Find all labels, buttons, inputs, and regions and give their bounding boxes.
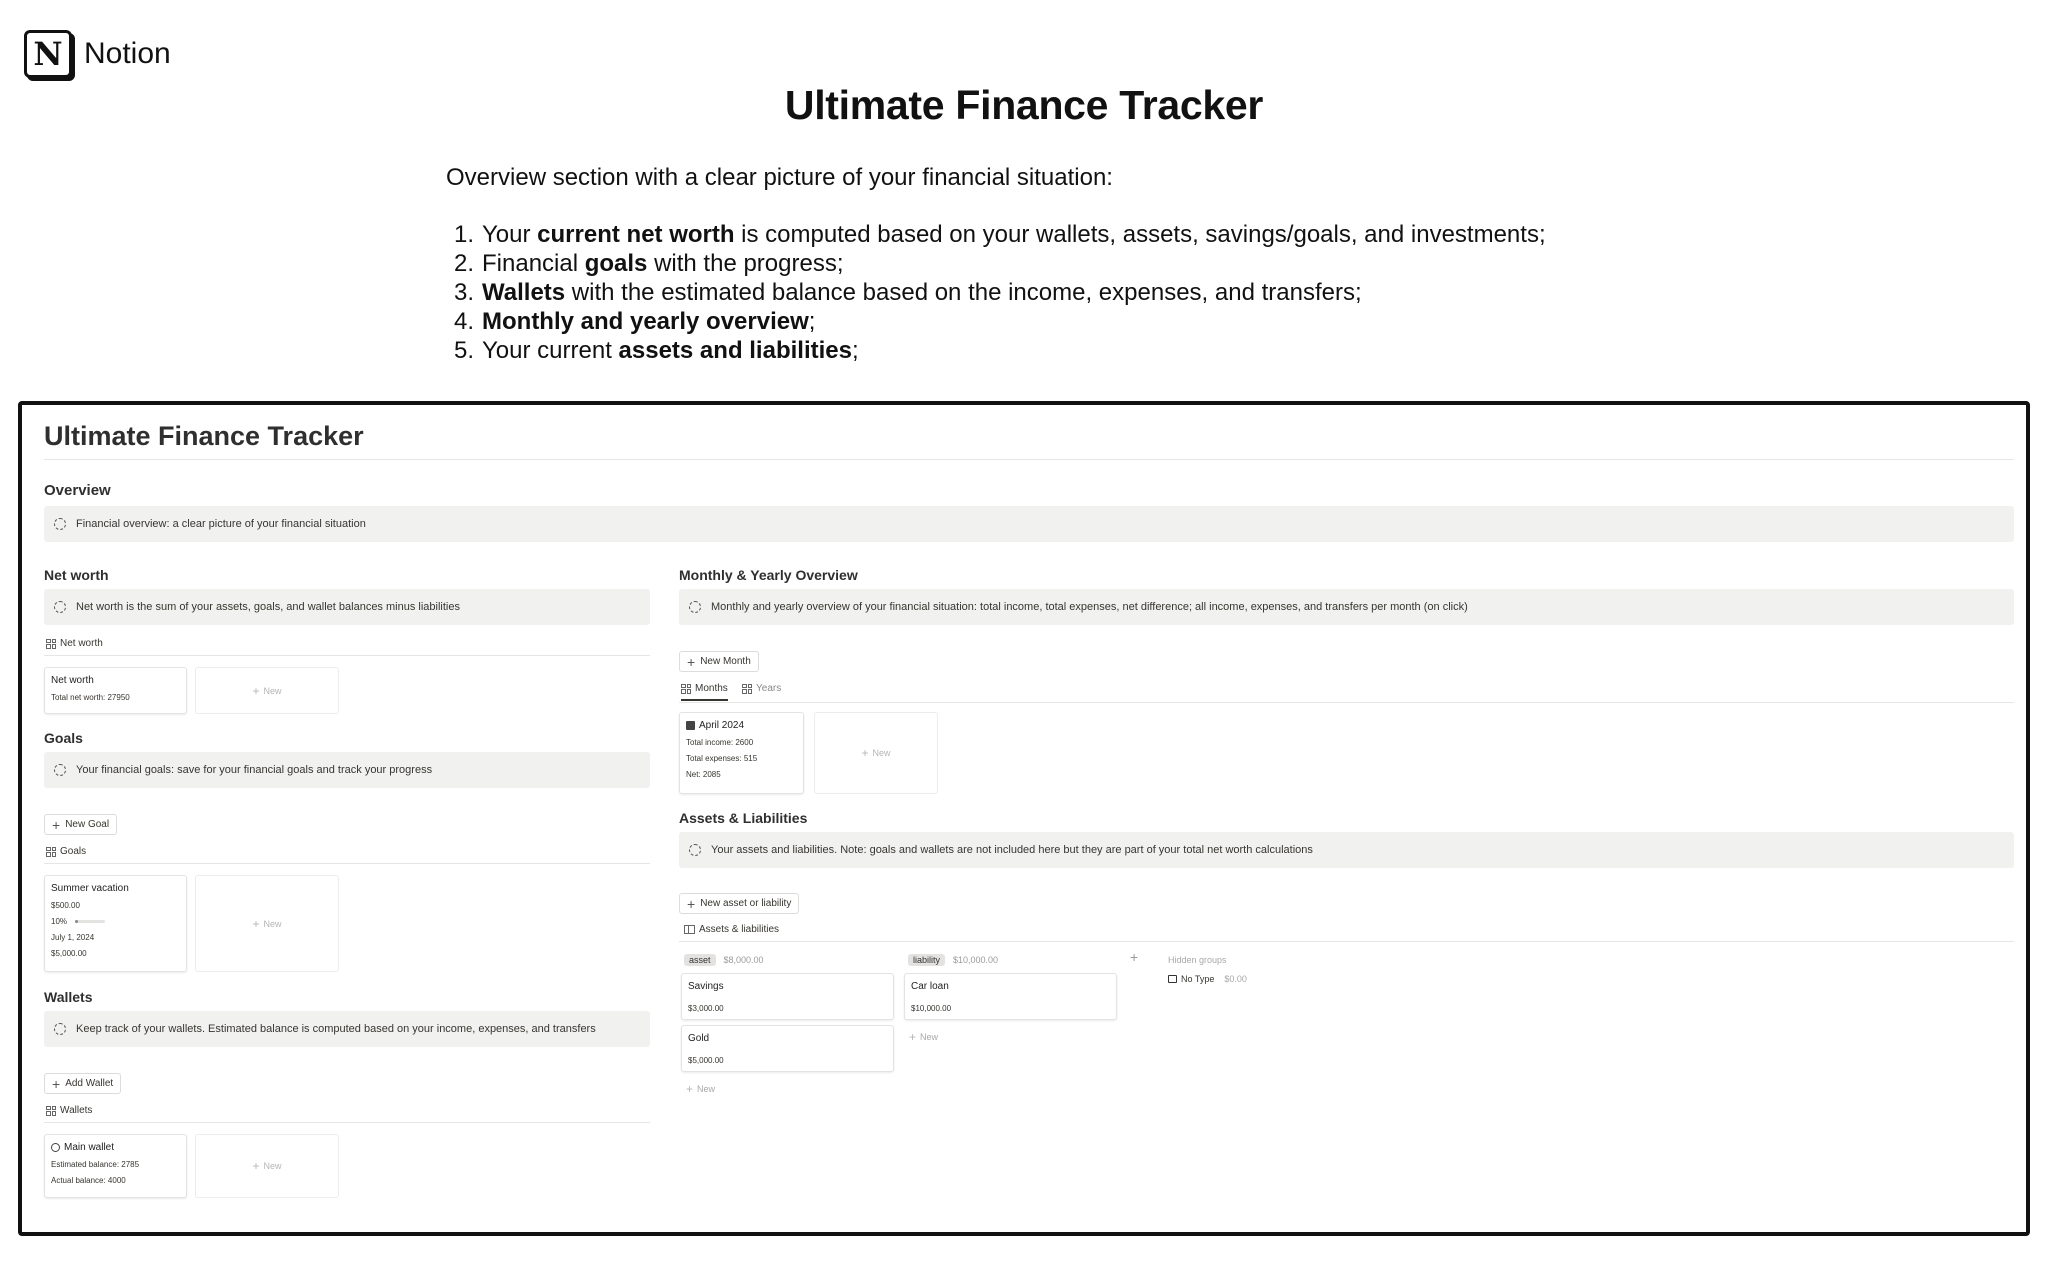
asset-card[interactable]: Gold $5,000.00: [681, 1025, 894, 1072]
wallet-card[interactable]: Main wallet Estimated balance: 2785 Actual balance: 4000: [44, 1134, 187, 1198]
new-item-asset[interactable]: + New: [686, 1082, 716, 1096]
template-screenshot: [18, 401, 2030, 1236]
new-card-button[interactable]: + New: [814, 712, 938, 794]
board-column-header-asset: asset $8,000.00: [684, 954, 764, 966]
divider: [44, 1122, 650, 1123]
new-asset-button[interactable]: + New asset or liability: [679, 893, 799, 914]
notion-brand: [24, 30, 171, 78]
hero-title: Ultimate Finance Tracker: [784, 82, 1264, 128]
tab-wallets-gallery[interactable]: Wallets: [46, 1105, 92, 1116]
plus-icon: +: [687, 895, 696, 912]
hidden-group-no-type[interactable]: No Type $0.00: [1168, 974, 1247, 984]
gallery-icon: [46, 1106, 56, 1116]
plus-icon: +: [861, 746, 869, 760]
plus-icon: +: [687, 653, 696, 670]
wallets-callout: Keep track of your wallets. Estimated balance is computed based on your income, expenses, and transfers: [44, 1011, 650, 1047]
net-worth-callout: Net worth is the sum of your assets, goals, and wallet balances minus liabilities: [44, 589, 650, 625]
tab-years[interactable]: Years: [742, 683, 781, 694]
divider: [679, 941, 2014, 942]
feature-list: [446, 220, 1546, 365]
loading-icon: [54, 1023, 66, 1035]
goal-progress: 10%: [51, 917, 180, 926]
notion-logo-icon: N: [24, 30, 72, 78]
plus-icon: +: [909, 1030, 917, 1044]
calendar-icon: [686, 721, 695, 730]
loading-icon: [689, 844, 701, 856]
monthly-callout: Monthly and yearly overview of your financial situation: total income, total expenses, net difference; all income, expenses, and transfers per month (on click): [679, 589, 2014, 625]
net-worth-card[interactable]: Net worth Total net worth: 27950: [44, 667, 187, 714]
divider: [679, 702, 2014, 703]
add-wallet-button[interactable]: + Add Wallet: [44, 1073, 121, 1094]
plus-icon: +: [52, 816, 61, 833]
plus-icon: +: [252, 1159, 260, 1173]
overview-heading: Overview: [44, 482, 111, 499]
goal-card[interactable]: Summer vacation $500.00 10% July 1, 2024 $5,000.00: [44, 875, 187, 972]
plus-icon: +: [252, 916, 260, 931]
plus-icon: +: [252, 683, 260, 698]
plus-icon: +: [686, 1082, 694, 1096]
loading-icon: [54, 764, 66, 776]
divider: [44, 863, 650, 864]
overview-callout: Financial overview: a clear picture of your financial situation: [44, 506, 2014, 542]
feature-item: 5. Your current assets and liabilities;: [453, 337, 859, 364]
hidden-groups-label: Hidden groups: [1168, 955, 1227, 965]
gallery-icon: [46, 847, 56, 857]
feature-item: 4. Monthly and yearly overview;: [453, 308, 816, 335]
divider: [44, 459, 2014, 460]
tab-net-worth-gallery[interactable]: Net worth: [46, 638, 103, 649]
assets-heading: Assets & Liabilities: [679, 810, 808, 826]
feature-item: 1. Your current net worth is computed based on your wallets, assets, savings/goals, and investments;: [453, 221, 1546, 248]
new-item-liability[interactable]: + New: [909, 1030, 939, 1044]
divider: [44, 655, 650, 656]
new-month-button[interactable]: + New Month: [679, 651, 759, 672]
monthly-heading: Monthly & Yearly Overview: [679, 567, 858, 583]
new-goal-button[interactable]: + New Goal: [44, 814, 117, 835]
gallery-icon: [46, 639, 56, 649]
plus-icon: +: [52, 1075, 61, 1092]
new-card-button[interactable]: + New: [195, 875, 339, 972]
tab-goals-gallery[interactable]: Goals: [46, 846, 86, 857]
tab-months[interactable]: Months: [681, 683, 728, 701]
goals-heading: Goals: [44, 730, 83, 746]
loading-icon: [54, 518, 66, 530]
feature-item: 3. Wallets with the estimated balance based on the income, expenses, and transfers;: [453, 279, 1362, 306]
liability-card[interactable]: Car loan $10,000.00: [904, 973, 1117, 1020]
goals-callout: Your financial goals: save for your financial goals and track your progress: [44, 752, 650, 788]
tab-assets-board[interactable]: Assets & liabilities: [684, 924, 779, 935]
progress-bar: [75, 920, 105, 923]
loading-icon: [54, 601, 66, 613]
assets-callout: Your assets and liabilities. Note: goals and wallets are not included here but they are part of your total net worth calculations: [679, 832, 2014, 868]
wallets-heading: Wallets: [44, 989, 93, 1005]
new-card-button[interactable]: + New: [195, 1134, 339, 1198]
month-card[interactable]: April 2024 Total income: 2600 Total expenses: 515 Net: 2085: [679, 712, 804, 794]
wallet-icon: [51, 1143, 60, 1152]
net-worth-heading: Net worth: [44, 567, 109, 583]
inbox-icon: [1168, 975, 1177, 983]
hero-description: Overview section with a clear picture of your financial situation:: [446, 164, 1113, 191]
new-card-button[interactable]: + New: [195, 667, 339, 714]
add-group-button[interactable]: +: [1130, 949, 1139, 965]
board-column-header-liability: liability $10,000.00: [908, 954, 998, 966]
asset-card[interactable]: Savings $3,000.00: [681, 973, 894, 1020]
feature-item: 2. Financial goals with the progress;: [453, 250, 844, 277]
loading-icon: [689, 601, 701, 613]
gallery-icon: [742, 684, 752, 694]
board-icon: [684, 925, 695, 934]
brand-name: Notion: [84, 37, 171, 70]
gallery-icon: [681, 684, 691, 694]
page-title: Ultimate Finance Tracker: [44, 421, 364, 451]
